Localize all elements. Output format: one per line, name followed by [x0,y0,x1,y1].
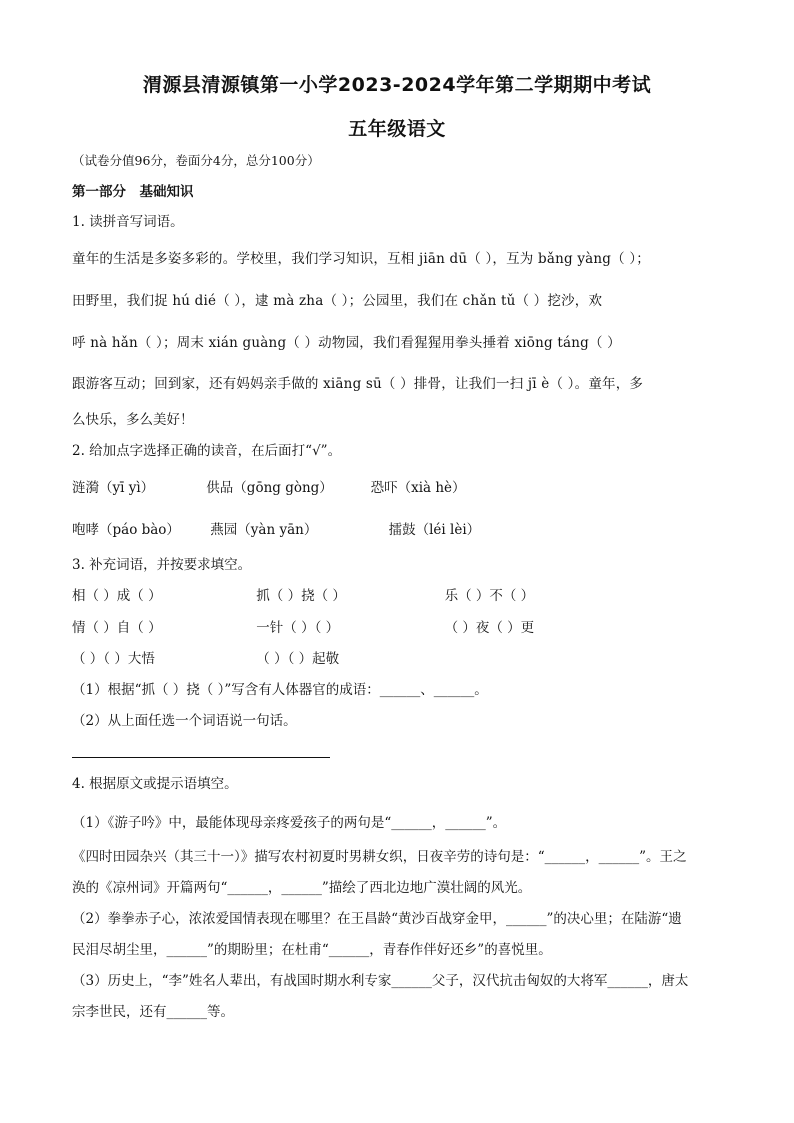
q1-line: 田野里，我们捉 hú dié（ ），逮 mà zha（ ）；公园里，我们在 chǎn tǔ（ ）挖沙，欢 [72,293,603,309]
q4-line: 宗李世民，还有______等。 [72,1004,234,1020]
q4-line: 《四时田园杂兴（其三十一）》描写农村初夏时男耕女织，日夜辛劳的诗句是：“______，______”。王之 [72,849,687,865]
q3-row [72,619,534,637]
q4-line: （1）《游子吟》中，最能体现母亲疼爱孩子的两句是“______，______”。 [72,815,507,831]
score-note: （试卷分值96分，卷面分4分，总分100分） [72,153,320,168]
q3-item: 相（ ）成（ ） [72,588,162,604]
q3-prompt: 3. 补充词语，并按要求填空。 [72,557,252,573]
q2-item: 燕园（yàn yān） [210,522,318,538]
part1-heading: 第一部分 基础知识 [72,184,194,200]
q2-item: 涟漪（yī yì） [72,480,155,496]
q1-line: 童年的生活是多姿多彩的。学校里，我们学习知识，互相 jiān dū（ ），互为 bǎng yàng（ ）； [72,251,650,267]
q1-line: 呼 nà hǎn（ ）；周末 xián guàng（ ）动物园，我们看猩猩用拳头捶着 xiōng táng（ ） [72,335,621,351]
q4-line: 民泪尽胡尘里，______”的期盼里；在杜甫“______，青春作伴好还乡”的喜悦里。 [72,942,552,958]
q3-sub1: （1）根据“抓（ ）挠（ ）”写含有人体器官的成语：______、______。 [72,682,488,698]
q3-item: 乐（ ）不（ ） [444,588,535,604]
exam-title: 渭源县清源镇第一小学2023-2024学年第二学期期中考试 [142,74,652,96]
q3-item: 一针（ ）（ ） [256,620,340,636]
q3-item: （ ）（ ）起敬 [256,651,340,667]
q2-row [72,479,466,497]
q4-prompt: 4. 根据原文或提示语填空。 [72,776,238,792]
q3-item: 抓（ ）挠（ ） [256,588,346,604]
q4-line: （2）拳拳赤子心，浓浓爱国情表现在哪里？在王昌龄“黄沙百战穿金甲，______”的决心里；在陆游“遗 [72,911,682,927]
q2-item: 咆哮（páo bào） [72,522,180,538]
answer-line[interactable] [72,757,330,758]
q3-item: （ ）夜（ ）更 [444,620,535,636]
q3-item: 情（ ）自（ ） [72,620,162,636]
q2-row [72,521,480,539]
q2-item: 恐吓（xià hè） [370,480,466,496]
q4-line: 涣的《凉州词》开篇两句“______，______”描绘了西北边地广漠壮阔的风光。 [72,880,532,896]
q2-item: 供品（gōng gòng） [206,480,333,496]
q4-line: （3）历史上，“李”姓名人辈出，有战国时期水利专家______父子，汉代抗击匈奴的大将军______，唐太 [72,973,689,989]
q1-line: 跟游客互动；回到家，还有妈妈亲手做的 xiāng sū（ ）排骨，让我们一扫 jī è（ ）。童年，多 [72,376,644,392]
q1-prompt: 1. 读拼音写词语。 [72,214,184,230]
q2-prompt: 2. 给加点字选择正确的读音，在后面打“√”。 [72,443,342,459]
q2-item: 擂鼓（léi lèi） [388,522,481,538]
q3-row [72,650,339,668]
exam-subtitle: 五年级语文 [348,118,446,140]
q3-item: （ ）（ ）大悟 [72,651,155,667]
q3-row [72,587,534,605]
q1-line: 么快乐，多么美好！ [72,412,194,428]
q3-sub2: （2）从上面任选一个词语说一句话。 [72,713,297,729]
